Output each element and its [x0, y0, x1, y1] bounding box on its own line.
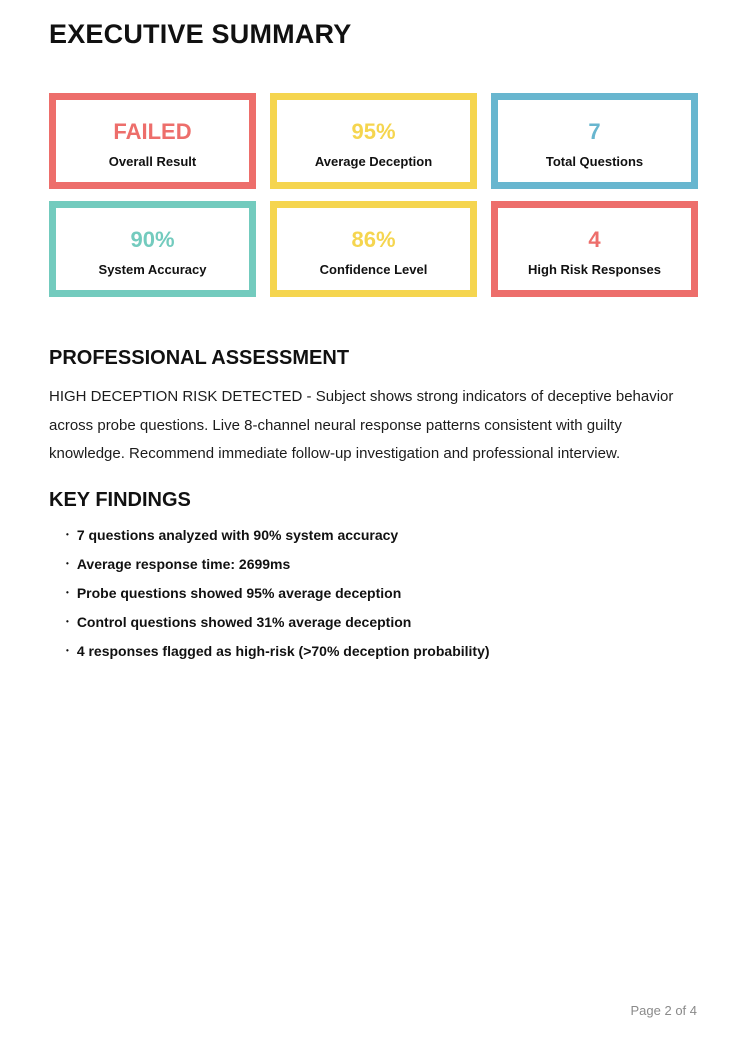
stat-card-overall-result	[49, 93, 256, 189]
stat-card-label: System Accuracy	[98, 261, 207, 277]
bullet-icon: •	[66, 558, 69, 568]
stat-card-value: 7	[588, 119, 601, 145]
bullet-icon: •	[66, 645, 69, 655]
stat-card-label: Average Deception	[314, 153, 433, 169]
stat-card-total-questions	[491, 93, 698, 189]
key-finding-text: 7 questions analyzed with 90% system accuracy	[76, 526, 399, 543]
stat-card-label: Total Questions	[545, 153, 644, 169]
key-finding-item	[66, 613, 698, 631]
assessment-heading: PROFESSIONAL ASSESSMENT	[49, 347, 350, 369]
stat-cards-grid	[49, 93, 698, 297]
stat-card-average-deception	[270, 93, 477, 189]
key-finding-item	[66, 526, 698, 544]
key-finding-item	[66, 555, 698, 573]
stat-card-label: Overall Result	[108, 153, 197, 169]
key-finding-item	[66, 642, 698, 660]
key-finding-text: 4 responses flagged as high-risk (>70% deception probability)	[76, 642, 490, 659]
assessment-body: HIGH DECEPTION RISK DETECTED - Subject shows strong indicators of deceptive behavior across probe questions. Live 8-channel neural response patterns consistent with guilty knowledge. Recommend immediate follow-up investigation and professional interview.	[49, 388, 674, 462]
stat-card-value: 90%	[130, 227, 175, 253]
key-finding-item	[66, 584, 698, 602]
page-title: EXECUTIVE SUMMARY	[49, 19, 352, 49]
bullet-icon: •	[66, 529, 69, 539]
stat-card-high-risk-responses	[491, 201, 698, 297]
stat-card-system-accuracy	[49, 201, 256, 297]
key-findings-list	[49, 526, 698, 660]
stat-card-value: FAILED	[113, 119, 192, 145]
stat-card-confidence-level	[270, 201, 477, 297]
bullet-icon: •	[66, 587, 69, 597]
key-finding-text: Probe questions showed 95% average deception	[76, 584, 402, 601]
key-finding-text: Average response time: 2699ms	[76, 555, 291, 572]
stat-card-label: High Risk Responses	[528, 261, 661, 277]
stat-card-value: 86%	[351, 227, 396, 253]
key-findings-heading: KEY FINDINGS	[49, 488, 191, 511]
stat-card-value: 95%	[351, 119, 396, 145]
bullet-icon: •	[66, 616, 69, 626]
key-finding-text: Control questions showed 31% average deception	[76, 613, 412, 630]
stat-card-value: 4	[588, 227, 601, 253]
stat-card-label: Confidence Level	[319, 261, 428, 277]
page-number: Page 2 of 4	[630, 1003, 697, 1018]
